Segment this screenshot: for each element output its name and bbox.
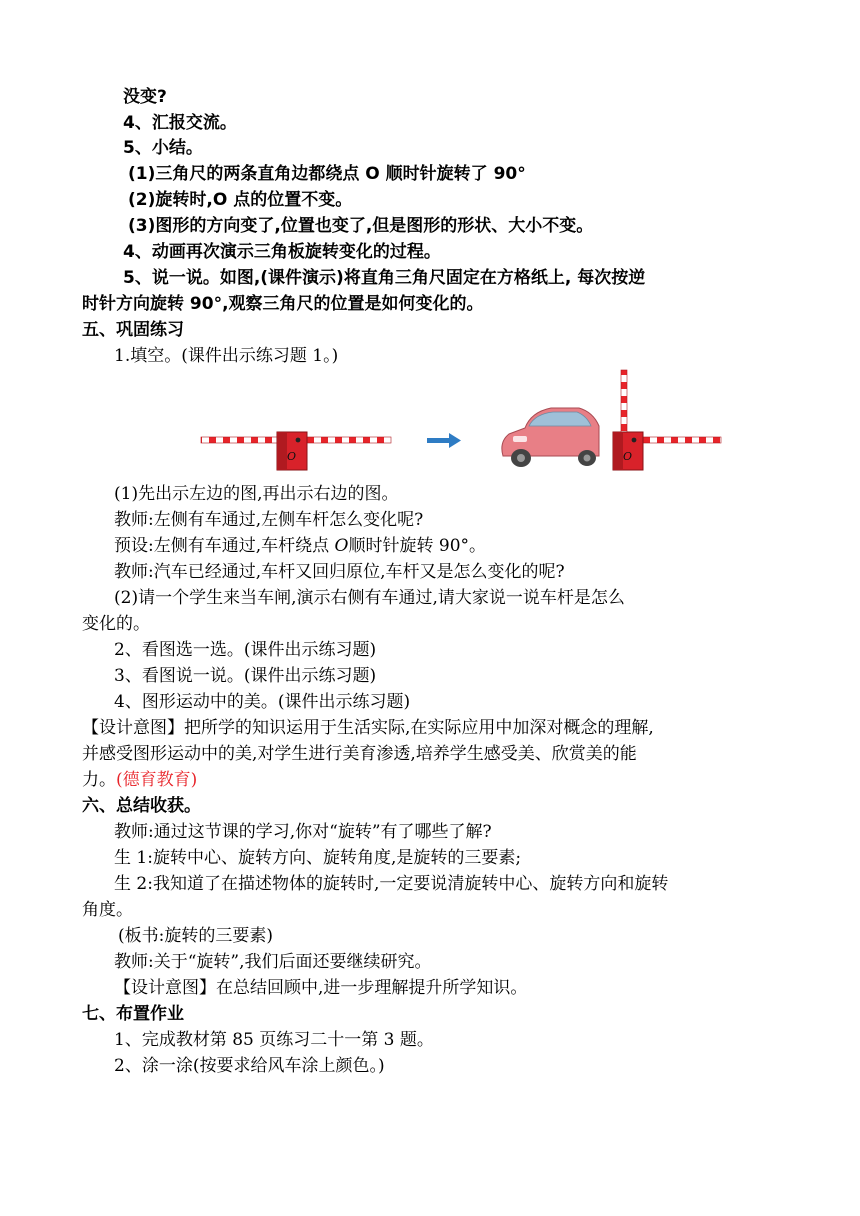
text-line: 教师:汽车已经通过,车杆又回归原位,车杆又是怎么变化的呢? bbox=[114, 562, 565, 582]
text-line: (板书:旋转的三要素) bbox=[118, 926, 273, 946]
text-line bbox=[82, 768, 197, 792]
car-icon bbox=[502, 408, 599, 467]
pivot-label: O bbox=[287, 450, 297, 463]
text-line: 时针方向旋转 90°,观察三角尺的位置是如何变化的。 bbox=[82, 294, 484, 314]
text-line bbox=[114, 534, 486, 558]
text-line: 教师:通过这节课的学习,你对“旋转”有了哪些了解? bbox=[114, 822, 492, 842]
barrier-gate-open bbox=[613, 370, 721, 470]
text-span: 顺时针旋转 90°。 bbox=[348, 536, 487, 556]
text-line: 并感受图形运动中的美,对学生进行美育渗透,培养学生感受美、欣赏美的能 bbox=[82, 744, 637, 764]
text-line: 角度。 bbox=[82, 900, 133, 920]
text-line: 4、图形运动中的美。(课件出示练习题) bbox=[114, 692, 411, 712]
text-span: 力。 bbox=[82, 770, 116, 790]
text-line: 没变? bbox=[123, 87, 167, 107]
text-line: 教师:左侧有车通过,左侧车杆怎么变化呢? bbox=[114, 510, 424, 530]
text-line: 变化的。 bbox=[82, 614, 150, 634]
text-line: 4、动画再次演示三角板旋转变化的过程。 bbox=[123, 242, 441, 262]
text-line: 【设计意图】在总结回顾中,进一步理解提升所学知识。 bbox=[114, 978, 528, 998]
text-line: 生 2:我知道了在描述物体的旋转时,一定要说清旋转中心、旋转方向和旋转 bbox=[114, 874, 669, 894]
text-line: (1)三角尺的两条直角边都绕点 O 顺时针旋转了 90° bbox=[128, 164, 526, 184]
moral-education-tag: (德育教育) bbox=[116, 770, 198, 790]
text-line: 【设计意图】把所学的知识运用于生活实际,在实际应用中加深对概念的理解, bbox=[82, 718, 654, 738]
text-line: 3、看图说一说。(课件出示练习题) bbox=[114, 666, 377, 686]
text-span: 预设:左侧有车通过,车杆绕点 bbox=[114, 536, 335, 556]
text-line: 5、小结。 bbox=[123, 138, 203, 158]
barrier-gate-figure bbox=[195, 368, 735, 478]
text-line: 生 1:旋转中心、旋转方向、旋转角度,是旋转的三要素; bbox=[114, 848, 522, 868]
pivot-label-inline: O bbox=[334, 536, 349, 556]
section-heading: 七、布置作业 bbox=[82, 1004, 184, 1024]
text-line: 教师:关于“旋转”,我们后面还要继续研究。 bbox=[114, 952, 432, 972]
text-line: 1.填空。(课件出示练习题 1。) bbox=[114, 346, 339, 366]
right-arrow-icon bbox=[427, 433, 461, 448]
text-line: 1、完成教材第 85 页练习二十一第 3 题。 bbox=[114, 1030, 434, 1050]
barrier-gate-closed bbox=[201, 432, 391, 470]
text-line: (2)旋转时,O 点的位置不变。 bbox=[128, 190, 353, 210]
section-heading: 五、巩固练习 bbox=[82, 320, 184, 340]
text-line: 5、说一说。如图,(课件演示)将直角三角尺固定在方格纸上, 每次按逆 bbox=[123, 268, 646, 288]
text-line: (1)先出示左边的图,再出示右边的图。 bbox=[114, 484, 399, 504]
pivot-label: O bbox=[623, 450, 633, 463]
text-line: 2、涂一涂(按要求给风车涂上颜色。) bbox=[114, 1056, 385, 1076]
section-heading: 六、总结收获。 bbox=[82, 796, 201, 816]
text-line: 4、汇报交流。 bbox=[123, 113, 237, 133]
text-line: 2、看图选一选。(课件出示练习题) bbox=[114, 640, 377, 660]
text-line: (3)图形的方向变了,位置也变了,但是图形的形状、大小不变。 bbox=[128, 216, 594, 236]
text-line: (2)请一个学生来当车闸,演示右侧有车通过,请大家说一说车杆是怎么 bbox=[114, 588, 625, 608]
barrier-illustration bbox=[195, 368, 735, 478]
